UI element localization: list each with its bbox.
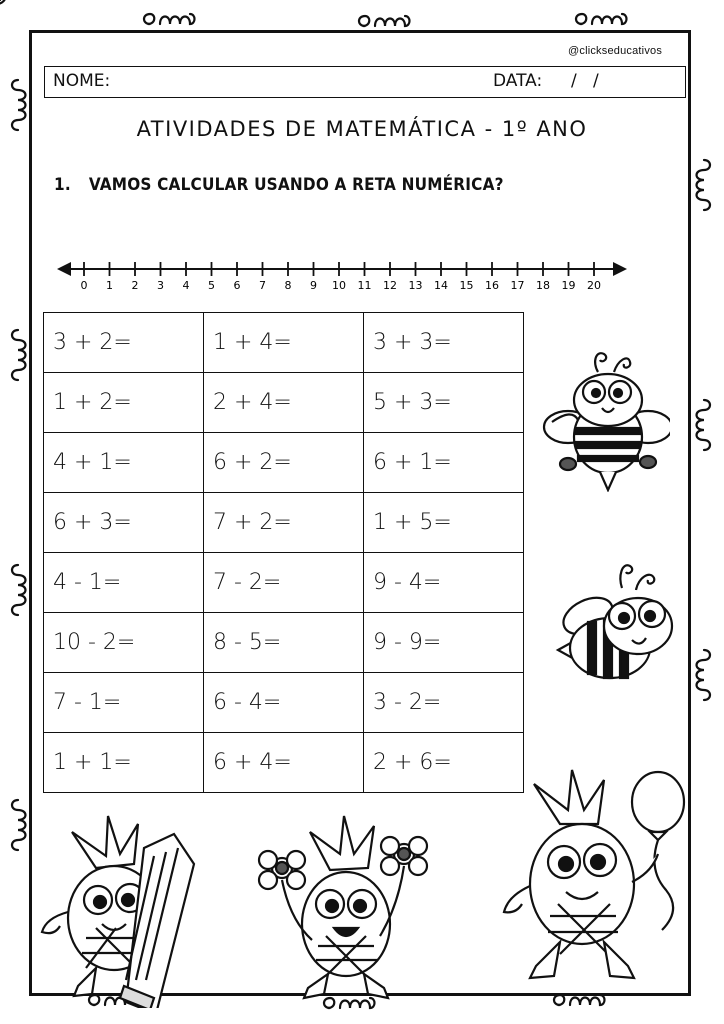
arrow-right-icon — [613, 262, 627, 276]
exercise-cell[interactable]: 6 + 4= — [204, 733, 364, 793]
exercise-table — [43, 312, 524, 793]
exercise-cell[interactable]: 6 + 1= — [364, 433, 524, 493]
table-row — [44, 613, 524, 673]
exercise-cell[interactable]: 9 - 9= — [364, 613, 524, 673]
name-label: NOME: — [53, 71, 111, 91]
pineapple-pencil-icon — [36, 808, 206, 1008]
exercise-cell[interactable]: 2 + 6= — [364, 733, 524, 793]
page-title: ATIVIDADES DE MATEMÁTICA - 1º ANO — [136, 117, 588, 141]
exercise-cell[interactable]: 3 - 2= — [364, 673, 524, 733]
pineapple-flowers-icon — [244, 814, 444, 1004]
question-1 — [54, 175, 504, 195]
name-date-box[interactable] — [44, 66, 686, 98]
exercise-cell[interactable]: 2 + 4= — [204, 373, 364, 433]
number-line-label: 15 — [459, 279, 474, 292]
number-line-label: 20 — [587, 279, 601, 292]
exercise-cell[interactable]: 8 - 5= — [204, 613, 364, 673]
exercise-cell[interactable]: 3 + 3= — [364, 313, 524, 373]
number-line-label: 7 — [259, 279, 266, 292]
number-line-label: 16 — [485, 279, 499, 292]
exercise-cell[interactable]: 4 - 1= — [44, 553, 204, 613]
bee-icon — [548, 550, 678, 690]
number-line-label: 10 — [332, 279, 346, 292]
number-line-label: 4 — [182, 279, 190, 292]
exercise-cell[interactable]: 5 + 3= — [364, 373, 524, 433]
exercise-cell[interactable]: 6 + 3= — [44, 493, 204, 553]
number-line-label: 8 — [284, 279, 292, 292]
exercise-cell[interactable]: 1 + 2= — [44, 373, 204, 433]
number-line-label: 0 — [80, 279, 88, 292]
exercise-cell[interactable]: 7 - 1= — [44, 673, 204, 733]
table-row — [44, 313, 524, 373]
number-line — [55, 256, 630, 292]
number-line-label: 6 — [233, 279, 241, 292]
table-row — [44, 493, 524, 553]
exercise-cell[interactable]: 1 + 4= — [204, 313, 364, 373]
credit-handle: @clickseducativos — [568, 45, 663, 57]
number-line-label: 5 — [208, 279, 215, 292]
number-line-label: 18 — [536, 279, 550, 292]
date-label: DATA: — [493, 71, 543, 91]
table-row — [44, 553, 524, 613]
number-line-label: 12 — [383, 279, 397, 292]
exercise-cell[interactable]: 9 - 4= — [364, 553, 524, 613]
exercise-cell[interactable]: 1 + 5= — [364, 493, 524, 553]
number-line-label: 9 — [310, 279, 317, 292]
exercise-cell[interactable]: 7 - 2= — [204, 553, 364, 613]
exercise-cell[interactable]: 3 + 2= — [44, 313, 204, 373]
pineapple-balloon-icon — [500, 766, 690, 996]
exercise-cell[interactable]: 6 - 4= — [204, 673, 364, 733]
number-line-label: 17 — [510, 279, 525, 292]
bee-icon — [540, 342, 670, 492]
arrow-left-icon — [57, 262, 71, 276]
number-line-label: 2 — [131, 279, 139, 292]
exercise-cell[interactable]: 7 + 2= — [204, 493, 364, 553]
number-line-label: 11 — [357, 279, 372, 292]
number-line-label: 3 — [157, 279, 164, 292]
number-line-label: 19 — [561, 279, 576, 292]
number-line-label: 14 — [434, 279, 448, 292]
exercise-cell[interactable]: 10 - 2= — [44, 613, 204, 673]
table-row — [44, 433, 524, 493]
exercise-cell[interactable]: 1 + 1= — [44, 733, 204, 793]
exercise-cell[interactable]: 6 + 2= — [204, 433, 364, 493]
question-text: VAMOS CALCULAR USANDO A RETA NUMÉRICA? — [88, 175, 504, 195]
table-row — [44, 733, 524, 793]
exercise-cell[interactable]: 4 + 1= — [44, 433, 204, 493]
question-number: 1. — [54, 175, 71, 195]
number-line-label: 13 — [408, 279, 423, 292]
table-row — [44, 373, 524, 433]
date-slashes: / / — [571, 71, 599, 91]
number-line-label: 1 — [106, 279, 113, 292]
table-row — [44, 673, 524, 733]
